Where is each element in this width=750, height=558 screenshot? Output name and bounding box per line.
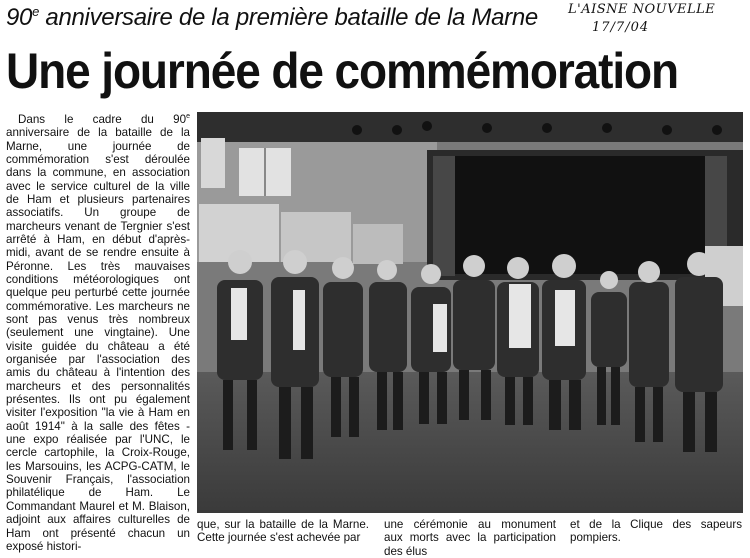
stage-opening — [455, 156, 705, 274]
photo-illustration — [197, 112, 743, 513]
handwritten-source: L'AISNE NOUVELLE — [568, 2, 716, 17]
article-continuation: que, sur la bataille de la Marne. Cette journée s'est achevée par — [197, 518, 369, 545]
headline: Une journée de commémoration — [6, 43, 679, 99]
kicker-text: anniversaire de la première bataille de la Marne — [39, 4, 538, 31]
kicker-title — [6, 4, 538, 32]
exhibition-board — [353, 224, 403, 264]
article-continuation: une cérémonie au monument aux morts avec la participation des élus — [384, 518, 556, 558]
article-sup: e — [186, 113, 190, 120]
group-photo — [197, 112, 743, 513]
article-column — [6, 110, 190, 553]
ceiling — [197, 112, 743, 142]
curtain-left — [433, 156, 455, 276]
kicker-sup: e — [32, 4, 40, 19]
article-text-start: Dans le cadre du 90 — [18, 112, 187, 126]
article-continuation: et de la Clique des sapeurs pompiers. — [570, 518, 742, 545]
article-text: anniversaire de la bataille de la Marne, une journée de commémoration s'est déroulée dans la commune, en association avec le service culturel de la ville de Ham et plusieurs partenaires associatifs. Un groupe de marcheurs venant de Tergnier s'est arrêté à Ham, en début d'après-midi, avant de se rendre ensuite à Péronne. Les très mauvaises conditions météorologiques ont quelque peu perturbé cette journée commémorative. Les marcheurs ne sont pas venus très nombreux (seulement une vingtaine). Une visite guidée du château a été organisée par l'association des amis du château à l'intention des marcheurs et des personnalités présentes. Ils ont pu également visiter l'exposition "la vie à Ham en août 1914" à la salle des fêtes - une expo réalisée par l'UNC, le cercle cartophile, la Croix-Rouge, les Marsouins, les ACPG-CATM, le Souvenir Français, l'association philatélique de Ham. Le Commandant Maurel et M. Blaison, adjoint aux affaires culturelles de Ham ont présenté chacun un exposé histori- — [6, 126, 190, 553]
handwritten-source-note — [568, 2, 746, 42]
article-paragraph — [6, 110, 190, 553]
handwritten-date: 17/7/04 — [592, 20, 650, 35]
kicker-number: 90 — [6, 4, 33, 31]
